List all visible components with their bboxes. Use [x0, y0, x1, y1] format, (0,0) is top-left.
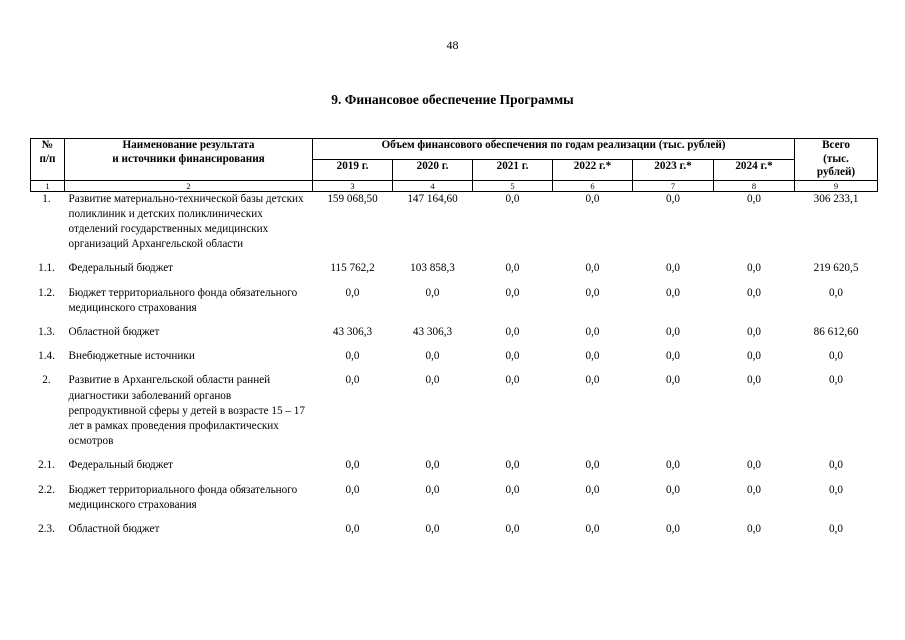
row-value: 0,0: [666, 262, 680, 275]
row-number: 1.1.: [38, 262, 55, 275]
row-spacer: [31, 449, 878, 458]
row-spacer: [31, 513, 878, 522]
header-num-line2: п/п: [39, 152, 56, 165]
row-value: 0,0: [747, 286, 761, 299]
header-name-line2: и источники финансирования: [112, 152, 265, 165]
row-value: 0,0: [666, 192, 680, 205]
column-number: 7: [633, 180, 714, 191]
row-value: 159 068,50: [327, 192, 378, 205]
row-value: 0,0: [585, 325, 600, 338]
header-total-line2: (тыс.: [823, 152, 849, 165]
row-name: Развитие материально-технической базы детских поликлиник и детских поликлинических отделений государственных медицинских организаций Архангельской области: [68, 192, 304, 251]
header-year: 2022 г.*: [553, 159, 633, 180]
row-value: 0,0: [505, 325, 520, 338]
header-year: 2019 г.: [313, 159, 393, 180]
row-value: 0,0: [747, 522, 761, 535]
section-title: 9. Финансовое обеспечение Программы: [331, 92, 574, 107]
row-value: 0,0: [505, 522, 520, 535]
row-total: 0,0: [829, 483, 844, 496]
header-total-line3: рублей): [816, 166, 856, 178]
row-spacer: [31, 364, 878, 373]
row-value: 0,0: [585, 192, 600, 205]
table-row: [31, 458, 878, 473]
table-row: [31, 325, 878, 340]
header-name: [65, 139, 313, 181]
table-row: [31, 349, 878, 364]
table-row: [31, 261, 878, 276]
row-value: 0,0: [425, 286, 440, 299]
header-year: 2024 г.*: [714, 159, 795, 180]
row-value: 0,0: [666, 350, 680, 363]
header-row-1: [31, 139, 878, 160]
row-value: 0,0: [666, 459, 680, 472]
header-num: [31, 139, 65, 181]
row-total: 0,0: [829, 522, 844, 535]
row-value: 0,0: [666, 325, 680, 338]
row-name: Областной бюджет: [68, 325, 160, 338]
row-number: 2.3.: [38, 522, 55, 535]
row-value: 0,0: [585, 522, 600, 535]
column-number: 4: [393, 180, 473, 191]
column-number: 2: [65, 180, 313, 191]
row-total: 86 612,60: [813, 325, 859, 338]
row-value: 0,0: [345, 350, 360, 363]
row-value: 0,0: [425, 374, 440, 387]
row-value: 0,0: [425, 483, 440, 496]
row-value: 0,0: [505, 286, 520, 299]
column-number: 9: [795, 180, 878, 191]
table-row: [31, 483, 878, 513]
row-number: 2.: [42, 374, 51, 387]
row-value: 0,0: [505, 350, 520, 363]
row-number: 1.3.: [38, 325, 55, 338]
row-name: Развитие в Архангельской области ранней диагностики заболеваний органов репродуктивной сферы у детей в возрасте 15 – 17 лет в рамках проведения профилактических осмотров: [68, 374, 305, 448]
row-value: 103 858,3: [410, 262, 455, 275]
row-name: Федеральный бюджет: [68, 459, 174, 472]
row-number: 1.4.: [38, 350, 55, 363]
row-value: 0,0: [345, 286, 360, 299]
row-number: 2.2.: [38, 483, 55, 496]
row-value: 115 762,2: [330, 262, 375, 275]
row-value: 0,0: [666, 522, 680, 535]
header-year: 2020 г.: [393, 159, 473, 180]
column-number-row: [31, 180, 878, 191]
row-value: 147 164,60: [407, 192, 458, 205]
row-value: 0,0: [585, 262, 600, 275]
row-value: 0,0: [345, 522, 360, 535]
row-spacer: [31, 277, 878, 286]
row-value: 0,0: [585, 459, 600, 472]
row-name: Бюджет территориального фонда обязательного медицинского страхования: [68, 286, 298, 314]
row-value: 43 306,3: [412, 325, 453, 338]
column-number: 5: [473, 180, 553, 191]
column-number: 8: [714, 180, 795, 191]
row-value: 0,0: [666, 374, 680, 387]
header-num-line1: №: [41, 139, 54, 151]
row-total: 306 233,1: [813, 192, 859, 205]
row-name: Областной бюджет: [68, 522, 160, 535]
table-row: [31, 286, 878, 316]
row-value: 0,0: [585, 350, 600, 363]
header-name-line1: Наименование результата: [122, 139, 255, 151]
row-total: 0,0: [829, 459, 844, 472]
row-number: 1.2.: [38, 286, 55, 299]
row-spacer: [31, 474, 878, 483]
row-total: 0,0: [829, 350, 844, 363]
row-value: 0,0: [505, 459, 520, 472]
column-number: 3: [313, 180, 393, 191]
financing-table: [30, 138, 878, 537]
row-value: 0,0: [747, 262, 761, 275]
row-name: Бюджет территориального фонда обязательного медицинского страхования: [68, 483, 298, 511]
row-value: 0,0: [666, 483, 680, 496]
header-year: 2023 г.*: [633, 159, 714, 180]
row-value: 0,0: [505, 374, 520, 387]
row-name: Внебюджетные источники: [68, 350, 195, 363]
header-year: 2021 г.: [473, 159, 553, 180]
row-value: 0,0: [747, 459, 761, 472]
row-value: 0,0: [505, 483, 520, 496]
header-volume: Объем финансового обеспечения по годам реализации (тыс. рублей): [313, 139, 795, 160]
row-total: 0,0: [829, 286, 844, 299]
page-number: 48: [446, 38, 459, 52]
row-value: 0,0: [747, 325, 761, 338]
row-total: 0,0: [829, 374, 844, 387]
table-row: [31, 522, 878, 537]
row-value: 0,0: [345, 483, 360, 496]
row-value: 0,0: [747, 374, 761, 387]
row-value: 0,0: [666, 286, 680, 299]
row-value: 0,0: [747, 350, 761, 363]
row-value: 0,0: [345, 459, 360, 472]
row-number: 2.1.: [38, 459, 55, 472]
row-name: Федеральный бюджет: [68, 262, 174, 275]
row-spacer: [31, 252, 878, 261]
row-value: 0,0: [425, 459, 440, 472]
row-value: 0,0: [425, 522, 440, 535]
row-value: 0,0: [425, 350, 440, 363]
row-spacer: [31, 340, 878, 349]
table-row: [31, 191, 878, 252]
header-total-line1: Всего: [822, 139, 850, 151]
row-value: 0,0: [585, 374, 600, 387]
column-number: 6: [553, 180, 633, 191]
table-row: [31, 373, 878, 449]
row-value: 0,0: [747, 192, 761, 205]
row-value: 0,0: [505, 262, 520, 275]
row-value: 0,0: [747, 483, 761, 496]
row-spacer: [31, 316, 878, 325]
column-number: 1: [31, 180, 65, 191]
row-value: 0,0: [585, 483, 600, 496]
row-value: 0,0: [505, 192, 520, 205]
row-total: 219 620,5: [813, 262, 859, 275]
row-value: 43 306,3: [332, 325, 373, 338]
row-value: 0,0: [585, 286, 600, 299]
header-total: [795, 139, 878, 181]
row-number: 1.: [42, 192, 51, 205]
row-value: 0,0: [345, 374, 360, 387]
